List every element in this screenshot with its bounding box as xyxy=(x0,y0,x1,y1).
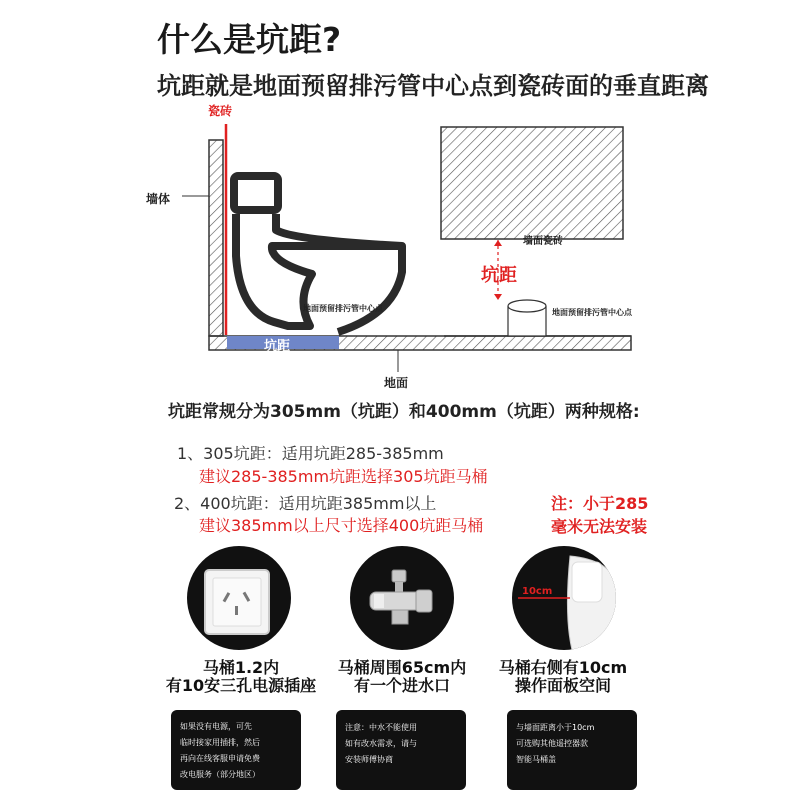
tile-label: 瓷砖 xyxy=(208,104,233,118)
install-note-line-1: 注：小于285 xyxy=(551,494,649,513)
feature-1-caption-line-2: 有10安三孔电源插座 xyxy=(165,676,317,695)
floor-label: 地面 xyxy=(384,376,409,390)
toilet-side-panel-icon xyxy=(512,546,616,650)
feature-2-caption-line-2: 有一个进水口 xyxy=(353,676,450,695)
feature-1-caption-line-1: 马桶1.2内 xyxy=(202,658,280,677)
spec-item-1-line-2: 建议285-385mm坑距选择305坑距马桶 xyxy=(199,467,488,486)
drain-center-label-left: 地面预留排污管中心点 xyxy=(303,304,383,313)
feature-2-circle xyxy=(350,546,454,650)
spec-heading: 坑距常规分为305mm（坑距）和400mm（坑距）两种规格: xyxy=(168,402,640,422)
feature-2-caption-line-1: 马桶周围65cm内 xyxy=(337,658,467,677)
install-note-line-2: 毫米无法安装 xyxy=(551,517,648,536)
wall xyxy=(209,140,223,336)
tip-line: 注意：中水不能使用 xyxy=(345,723,417,732)
feature-1-tip-box xyxy=(171,710,301,790)
feature-3-tip-box xyxy=(507,710,637,790)
feature-3-caption-line-2: 操作面板空间 xyxy=(514,676,611,695)
tip-line: 临时接家用插排，然后 xyxy=(180,738,260,747)
power-socket-icon xyxy=(187,546,291,650)
pit-bar-label: 坑距 xyxy=(264,339,291,354)
pit-label-big: 坑距 xyxy=(481,265,517,286)
spec-item-1-line-1: 1、305坑距：适用坑距285-385mm xyxy=(177,444,444,463)
page-subtitle: 坑距就是地面预留排污管中心点到瓷砖面的垂直距离 xyxy=(157,72,709,100)
drain-pipe xyxy=(508,300,546,336)
spec-item-2-line-2: 建议385mm以上尺寸选择400坑距马桶 xyxy=(199,516,484,535)
feature-3-circle xyxy=(512,546,616,650)
wall-tile-block xyxy=(441,127,623,239)
distance-badge: 10cm xyxy=(522,586,553,597)
feature-2-tip-box xyxy=(336,710,466,790)
tip-line: 智能马桶盖 xyxy=(516,755,556,764)
wall-tile-label: 墙面瓷砖 xyxy=(523,236,563,247)
tip-line: 如有改水需求，请与 xyxy=(345,739,417,748)
tip-line: 可选购其他遥控器款 xyxy=(516,739,588,748)
tip-line: 与墙面距离小于10cm xyxy=(516,723,595,732)
tip-line: 再向在线客服申请免费 xyxy=(180,754,260,763)
spec-item-2-line-1: 2、400坑距：适用坑距385mm以上 xyxy=(174,494,437,513)
angle-valve-icon xyxy=(350,546,454,650)
wall-label: 墙体 xyxy=(146,192,171,206)
tip-line: 安装师傅协商 xyxy=(345,755,393,764)
drain-center-label-right: 地面预留排污管中心点 xyxy=(552,308,632,317)
tip-line: 改电服务（部分地区） xyxy=(180,770,260,779)
feature-1-circle xyxy=(187,546,291,650)
page-title: 什么是坑距? xyxy=(157,20,342,59)
tip-line: 如果没有电源，可先 xyxy=(180,722,252,731)
feature-3-caption-line-1: 马桶右侧有10cm xyxy=(498,658,628,677)
